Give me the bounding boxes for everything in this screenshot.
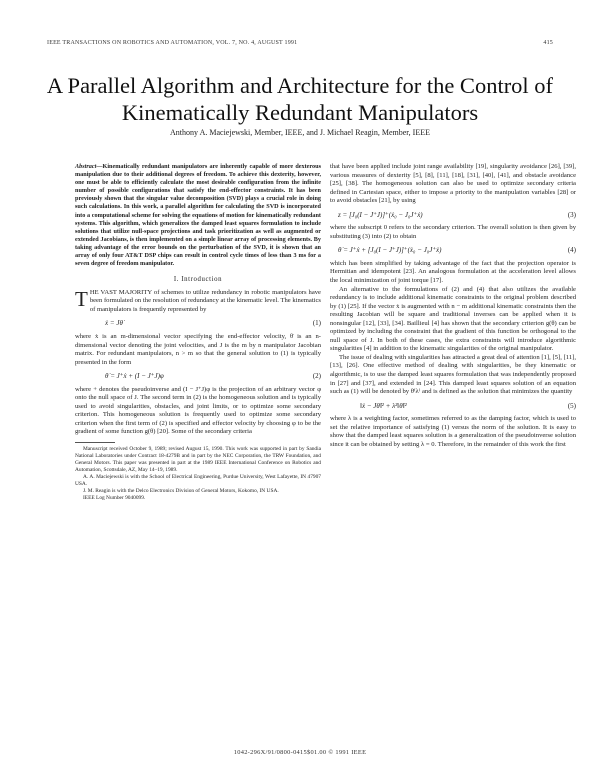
intro-paragraph-2: where ẋ is an m-dimensional vector specifying the end-effector velocity, θ̇ is an n-dimensional vector denoting the joint velocities, and J is the m by n manipulator Jacobian matrix. For redundant manipulators, n > m so that the general solution to (1) is typically presented in the form [75,332,321,366]
footnote-author-1: A. A. Maciejewski is with the School of Electrical Engineering, Purdue University, West Lafayette, IN 47907 USA. [75,473,321,487]
intro-paragraph-1-text: HE VAST MAJORITY of schemes to utilize redundancy in robotic manipulators have been formulated on the resolution of redundancy at the kinematic level. The kinematics of manipulators is frequently represented by [89,288,321,313]
footnote-manuscript: Manuscript received October 9, 1989; revised August 15, 1990. This work was supported in part by Sandia National Laboratories under Contract 18-4279B and in part by the NEC Corporation, the TRW Foundation, and General Motors. This paper was presented in part at the 1989 IEEE International Conference on Robotics and Automation, Scottsdale, AZ, May 14–19, 1989. [75,445,321,473]
equation-4 [330,246,576,255]
right-paragraph-6: where λ is a weighting factor, sometimes referred to as the damping factor, which is used to set the relative importance of satisfying (1) versus the norm of the solution. It is easy to show that the damped least squares solution is a generalization of the pseudoinverse solution since it can be obtained by setting λ = 0. Therefore, in the remainder of this work the first [330,415,576,448]
equation-4-expr: θ̇ = J⁺ẋ + [J₀(I − J⁺J)]⁺(ẋ₀ − J₀J⁺ẋ) [338,246,442,255]
equation-3 [330,211,576,220]
section-heading-introduction: I. Introduction [173,276,223,284]
footnote-author-2: J. M. Reagin is with the Delco Electronics Division of General Motors, Kokomo, IN USA. [83,487,279,494]
right-column [330,163,576,449]
abstract-text: Kinematically redundant manipulators are inherently capable of more dexterous manipulation due to their additional degrees of freedom. To achieve this dexterity, however, one must be able to efficiently calculate the most desirable configuration from the infinite number of possible configurations that satisfy the end-effector constraints. It has been previously shown that the singular value decomposition (SVD) plays a crucial role in doing such calculations. In this work, a parallel algorithm for calculating the SVD is incorporated into a computational scheme for solving the equations of motion for kinematically redundant systems. This algorithm, which generalizes the damped least squares formulation to include solutions that utilize null-space projections and task prioritization as well as augmented or extended Jacobians, is then implemented on a simple linear array of processing elements. By taking advantage of the error bounds on the perturbation of the SVD, it is shown that an array of only four AT&T DSP chips can result in control cycle times of less than 3 ms for a seven degree of freedom manipulator. [75,163,321,268]
equation-1-expr: ẋ = Jθ̇ [105,319,123,328]
intro-paragraph-1 [75,286,321,315]
equation-2-number: (2) [312,372,321,381]
footnote [75,446,321,502]
right-paragraph-1: that have been applied include joint range availability [19], singularity avoidance [26], [39], various measures of dexterity [5], [8], [11], [18], [31], [40], [41], and obstacle avoidance [25], [38]. The homogeneous solution can also be used to optimize secondary criteria defined in Cartesian space, either to impose a priority to the manipulation variables [28] or to avoid obstacles [21], by using [330,163,576,205]
abstract [75,163,321,268]
equation-1-number: (1) [312,319,321,328]
abstract-label: Abstract— [75,163,103,170]
running-header: IEEE TRANSACTIONS ON ROBOTICS AND AUTOMATION, VOL. 7, NO. 4, AUGUST 1991 [47,40,298,46]
right-paragraph-5: The issue of dealing with singularities has attracted a great deal of attention [1], [5], [11], [13], [26]. One effective method of dealing with singularities, be they kinematic or algorithmic, is to use the damped least squares formulation that was independently proposed in [27] and [37], and extended in [24]. This damped least squares solution of an equation such as (1) will be denoted by θ̇⁽λ⁾ and is defined as the solution that minimizes the quantity [330,353,576,396]
page-number: 415 [543,40,553,46]
equation-2-expr: θ̇ = J⁺ẋ + (I − J⁺J)φ [105,372,164,381]
author-line: Anthony A. Maciejewski, Member, IEEE, and J. Michael Reagin, Member, IEEE [170,128,430,137]
right-paragraph-3: which has been simplified by taking advantage of the fact that the projection operator is Hermitian and idempotent [23]. An analogous formulation at the acceleration level allows the local minimization of joint torque [17]. [330,259,576,285]
equation-1 [75,319,321,328]
footnote-log-number: IEEE Log Number 9040099. [83,494,146,501]
page-footer: 1042-296X/91/0800-0415$01.00 © 1991 IEEE [233,749,367,756]
equation-2 [75,372,321,381]
paper-title: A Parallel Algorithm and Architecture for the Control of Kinematically Redundant Manipulators [46,73,554,125]
equation-5-number: (5) [567,401,576,410]
drop-cap: T [75,286,88,311]
equation-5 [330,402,576,411]
right-paragraph-2: where the subscript 0 refers to the secondary criterion. The overall solution is then given by substituting (3) into (2) to obtain [330,224,576,240]
equation-5-expr: ‖ẋ − Jθ̇‖² + λ²‖θ̇‖² [360,401,407,410]
footnote-rule [75,442,115,443]
intro-paragraph-3: where + denotes the pseudoinverse and (I − J⁺J)φ is the projection of an arbitrary vector φ onto the null space of J. The second term in (2) is the homogeneous solution and is typically used to avoid singularities, obstacles, and joint limits, or to optimize some secondary criterion. This homogeneous solution is frequently used to optimize some secondary criterion when the first term of (2) is specified and effector velocity by choosing φ to be the gradient of some function g(θ) [20]. Some of the secondary criteria [75,385,321,436]
right-paragraph-4: An alternative to the formulations of (2) and (4) that also utilizes the available redundancy is to include additional kinematic constraints to the original problem described by (1) [25]. If the vector ẋ is augmented with n − m additional kinematic constraints then the resulting Jacobian will be square and traditional inverses can be applied when it is nonsingular [12], [33], [34]. Baillieul [4] has shown that the secondary criterion g(θ) can be optimized by including the constraint that the gradient of this function be orthogonal to the null space of J. In both of these cases, the extra constraints will introduce algorithmic singularities [4] in addition to the kinematic singularities of the original manipulator. [330,285,576,353]
equation-3-number: (3) [567,210,576,219]
left-column [75,163,321,502]
equation-4-number: (4) [567,246,576,255]
equation-3-expr: z = [J₀(I − J⁺J)]⁺(ẋ₀ − J₀J⁺ẋ) [338,210,423,219]
